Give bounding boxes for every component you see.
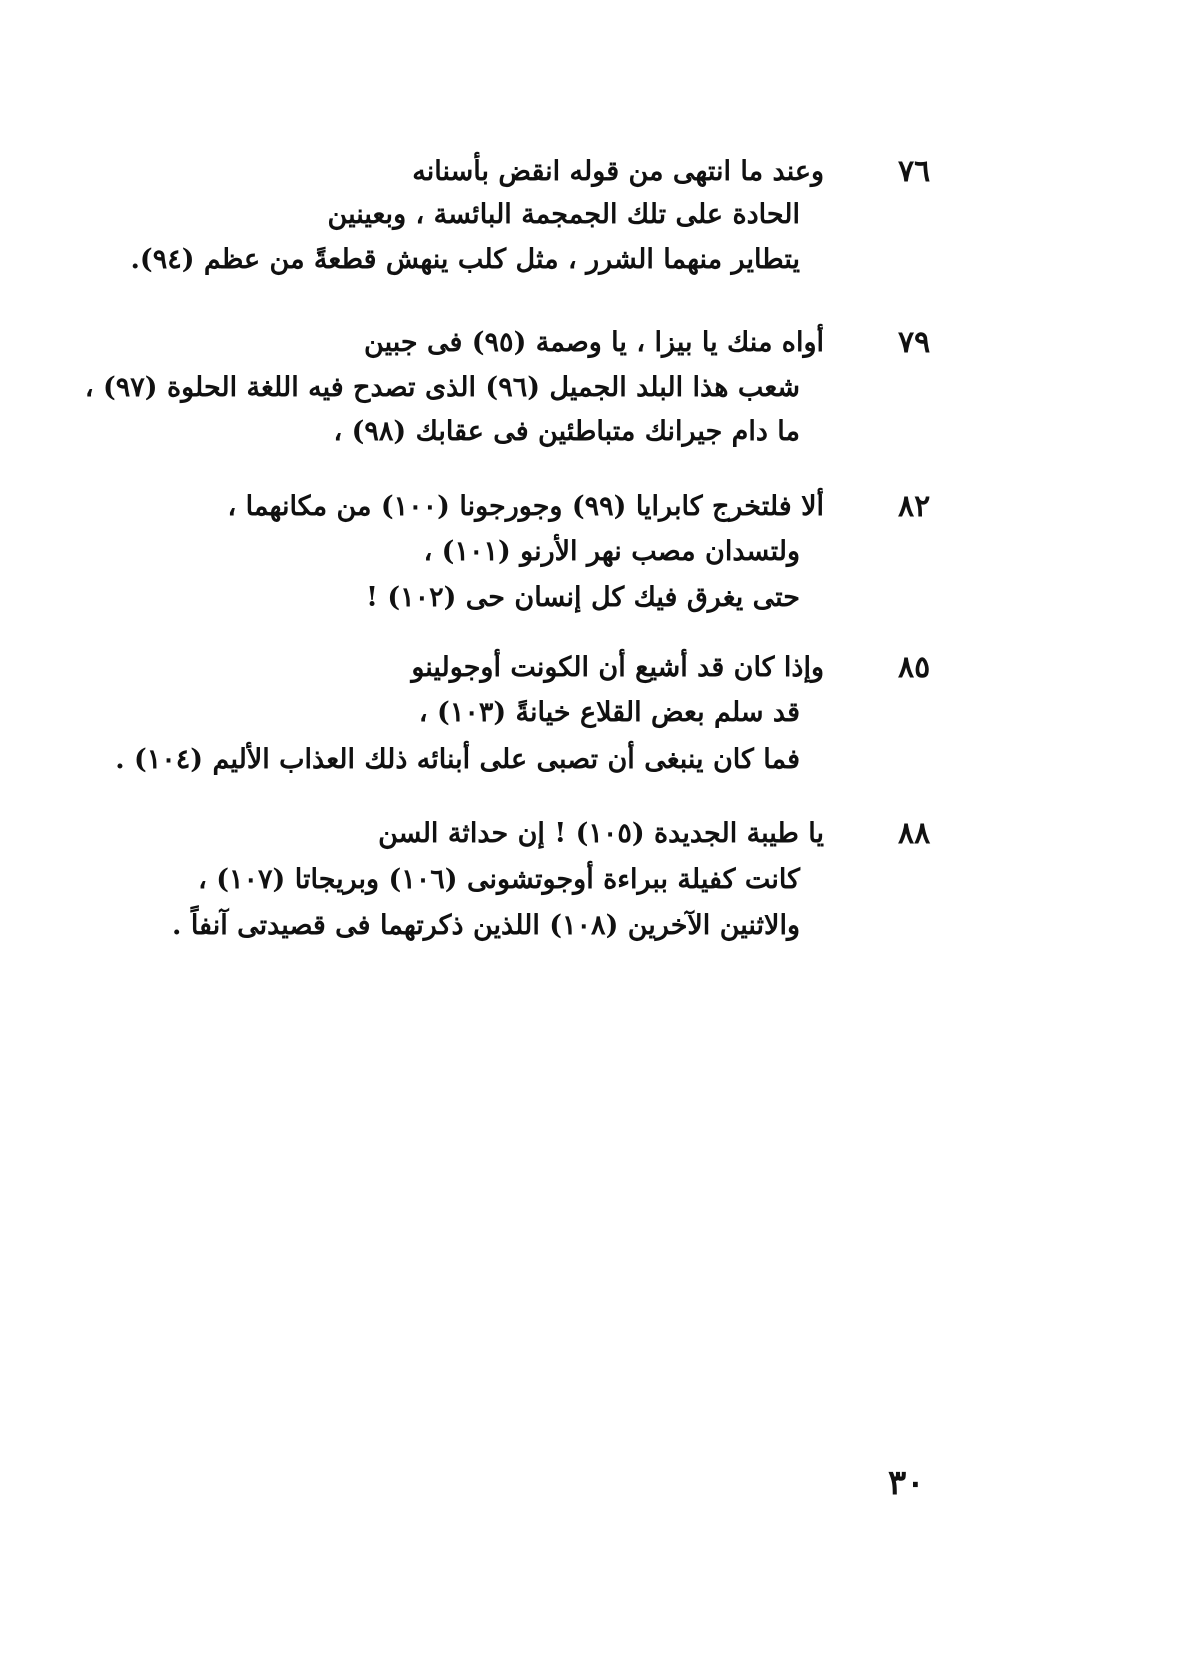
page-number: ٣٠	[888, 1463, 925, 1503]
verse-line: وإذا كان قد أشيع أن الكونت أوجولينو	[411, 652, 824, 683]
verse-line: فما كان ينبغى أن تصبى على أبنائه ذلك العذاب الأليم (١٠٤) .	[115, 744, 800, 775]
verse-line: ألا فلتخرج كابرايا (٩٩) وجورجونا (١٠٠) من مكانهما ،	[227, 491, 824, 522]
verse-line: ما دام جيرانك متباطئين فى عقابك (٩٨) ،	[333, 416, 800, 447]
verse-line: قد سلم بعض القلاع خيانةً (١٠٣) ،	[418, 697, 800, 728]
verse-line: كانت كفيلة ببراءة أوجوتشونى (١٠٦) وبريجاتا (١٠٧) ،	[198, 864, 800, 895]
verse-line: والاثنين الآخرين (١٠٨) اللذين ذكرتهما فى قصيدتى آنفاً .	[172, 910, 800, 941]
verse-line: أواه منك يا بيزا ، يا وصمة (٩٥) فى جبين	[364, 327, 824, 358]
verse-line: حتى يغرق فيك كل إنسان حى (١٠٢) !	[366, 582, 800, 613]
verse-number: ٧٩	[898, 325, 931, 360]
verse-line: يا طيبة الجديدة (١٠٥) ! إن حداثة السن	[378, 818, 824, 849]
verse-number: ٨٥	[898, 650, 931, 685]
verse-line: الحادة على تلك الجمجمة البائسة ، وبعينين	[327, 199, 800, 230]
verse-number: ٨٢	[898, 489, 931, 524]
verse-line: ولتسدان مصب نهر الأرنو (١٠١) ،	[423, 536, 800, 567]
verse-line: شعب هذا البلد الجميل (٩٦) الذى تصدح فيه اللغة الحلوة (٩٧) ،	[84, 372, 800, 403]
verse-line: وعند ما انتهى من قوله انقض بأسنانه	[412, 156, 824, 187]
verse-number: ٨٨	[898, 816, 931, 851]
verse-number: ٧٦	[898, 154, 931, 189]
verse-line: يتطاير منهما الشرر ، مثل كلب ينهش قطعةً من عظم (٩٤).	[130, 244, 800, 275]
